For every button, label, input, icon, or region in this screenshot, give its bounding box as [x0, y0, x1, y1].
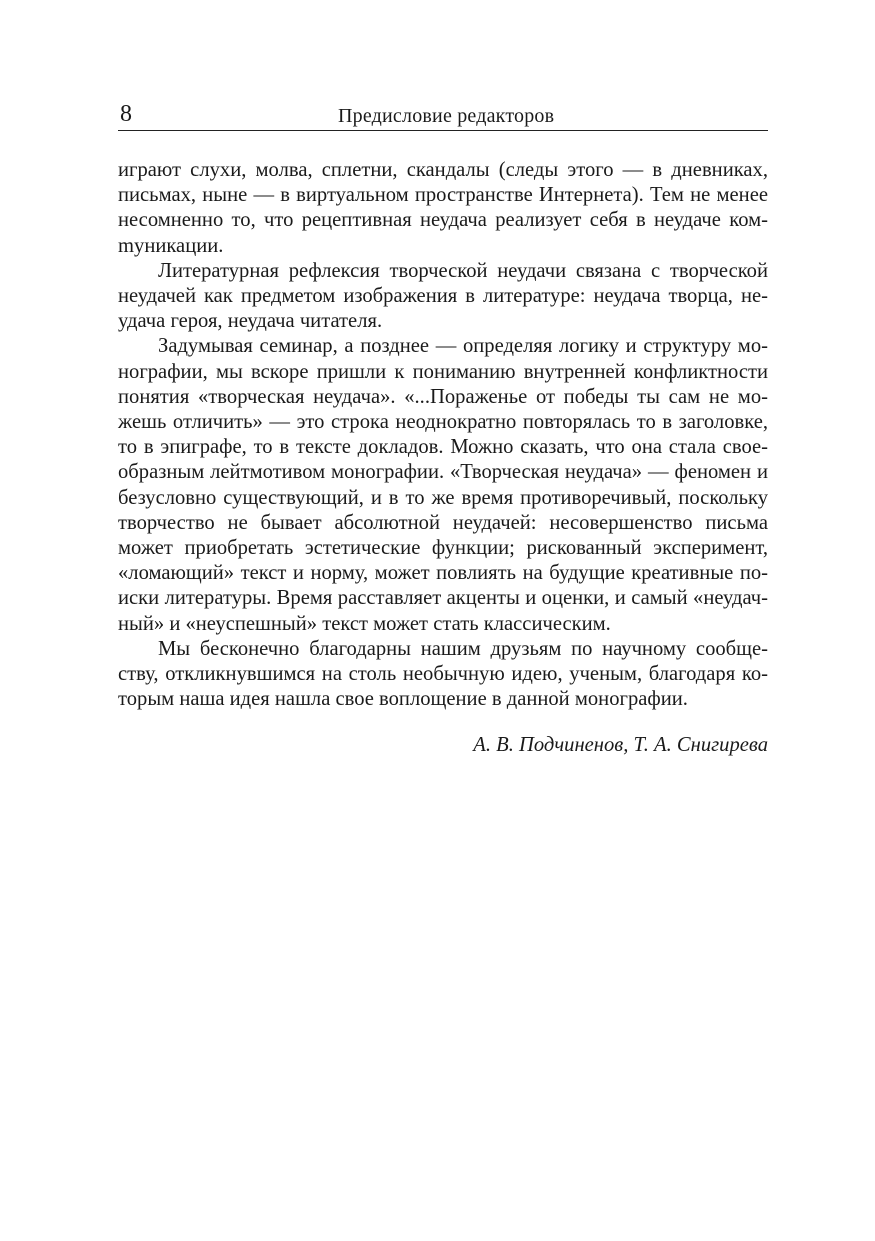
running-header — [118, 100, 768, 131]
paragraph-2: Литературная рефлексия творческой неудачи связана с творческой неудачей как предметом изображения в литературе: неудача творца, неудача героя, неудача читателя. — [118, 259, 768, 333]
paragraph-3: Задумывая семинар, а позднее — определяя логику и структуру монографии, мы вскоре пришли к пониманию внутренней конфликтности понятия «творческая неудача». «...Пораженье от победы ты сам не можешь отличить» — это строка неоднократно повторялась то в заголовке, то в эпиграфе, то в тексте докладов. Можно сказать, что она стала своеобразным лейтмотивом монографии. «Творческая неудача» — феномен и безусловно существующий, и в то же время противоречивый, поскольку творчество не бывает абсолютной неудачей: несовершенство письма может приобретать эстетические функции; рискованный эксперимент, «ломающий» текст и норму, может повлиять на будущие креативные поиски литературы. Время расставляет акценты и оценки, и самый «неудачный» и «неуспешный» текст может стать классическим. — [118, 335, 768, 635]
paragraph-1: играют слухи, молва, сплетни, скандалы (следы этого — в дневниках, письмах, ныне — в виртуальном пространстве Интернета). Тем не менее несомненно то, что рецептивная неудача реализует себя в неудаче комmуникации. — [118, 159, 768, 257]
page-number: 8 — [120, 101, 132, 127]
header-title: Предисловие редакторов — [338, 105, 555, 127]
editors-signature: А. В. Подчиненов, Т. А. Снигирева — [473, 734, 768, 756]
paragraph-4: Мы бесконечно благодарны нашим друзьям по научному сообществу, откликнувшимся на столь необычную идею, ученым, благодаря которым наша идея нашла свое воплощение в данной монографии. — [118, 637, 768, 711]
body-text — [118, 158, 768, 712]
